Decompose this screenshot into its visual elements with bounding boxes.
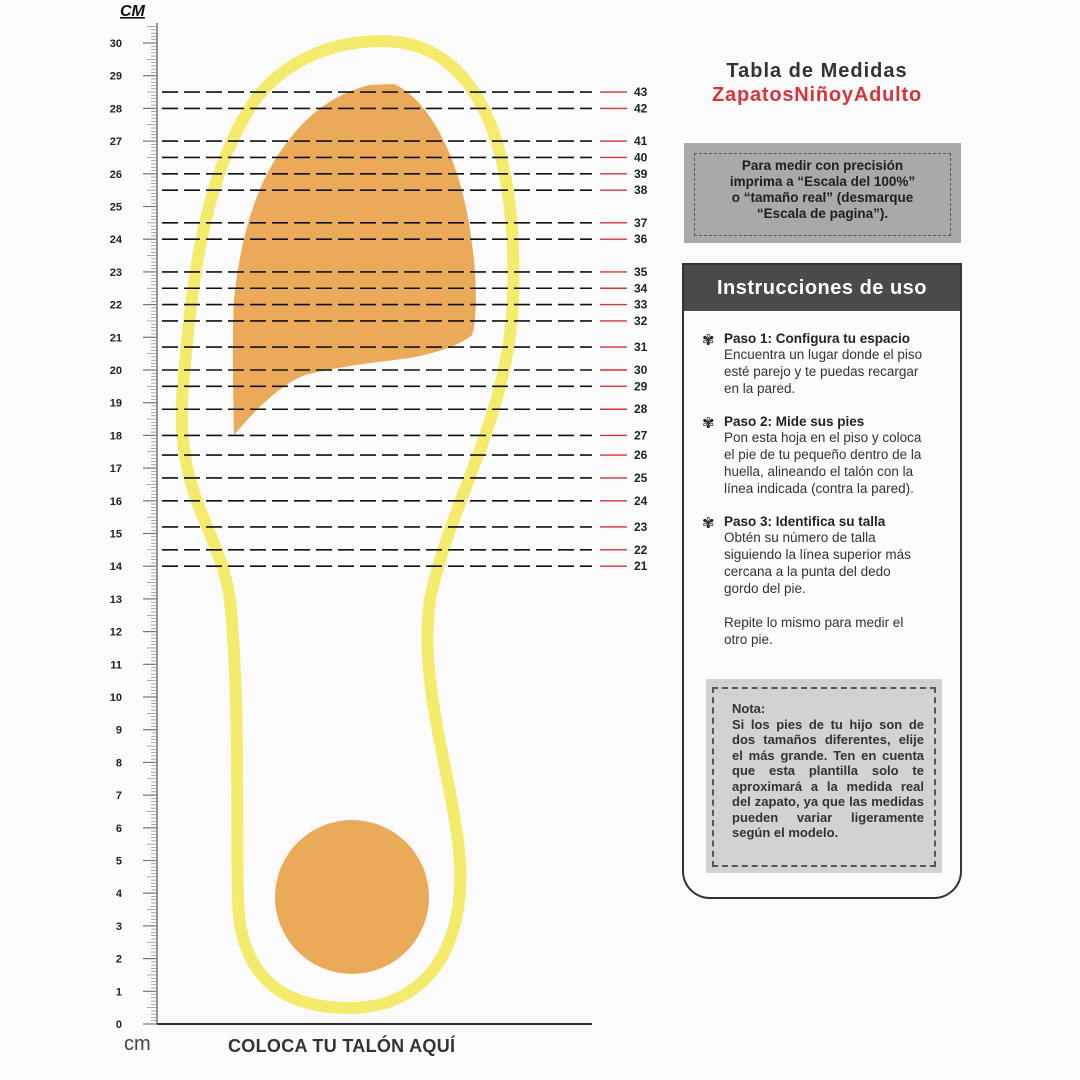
ruler-cm-label: 29 (109, 70, 122, 83)
ruler-cm-label: 23 (109, 266, 122, 279)
repeat-line: otro pie. (724, 632, 773, 647)
size-label: 27 (634, 428, 648, 443)
ruler-cm-label: 30 (109, 38, 122, 50)
step-line: Pon esta hoja en el piso y coloca (724, 430, 922, 445)
ruler-cm-label: 14 (109, 561, 122, 574)
size-label: 29 (634, 379, 648, 394)
step-line: en la pared. (724, 381, 796, 396)
size-label: 21 (634, 559, 648, 574)
ruler-cm-label: 3 (115, 920, 122, 933)
step-body (724, 429, 952, 497)
ruler-cm-label: 27 (109, 136, 122, 149)
step-line: el pie de tu pequeño dentro de la (724, 447, 922, 462)
ruler-cm-label: 18 (109, 430, 122, 443)
ruler-cm-label: 9 (115, 724, 122, 737)
heel-pad (275, 820, 429, 974)
ruler-cm-label: 24 (109, 234, 122, 247)
size-label: 23 (634, 519, 648, 534)
repeat-line: Repite lo mismo para medir el (724, 615, 904, 630)
size-label: 41 (634, 134, 648, 149)
size-label: 40 (634, 150, 648, 165)
ruler-unit-top: CM (120, 3, 145, 20)
ruler-cm-label: 10 (109, 692, 122, 704)
note-box (706, 679, 942, 873)
ruler-cm-label: 28 (109, 103, 122, 116)
ruler-cm-label: 15 (109, 528, 122, 541)
size-label: 42 (634, 101, 648, 116)
note-label: Nota: (732, 701, 766, 716)
size-line-21 (162, 559, 648, 573)
step-line: esté parejo y te puedas recargar (724, 364, 919, 379)
ruler-cm-label: 11 (110, 659, 122, 672)
size-line-22 (162, 543, 648, 557)
size-line-25 (162, 471, 648, 485)
ruler-cm-label: 5 (115, 855, 122, 868)
butterfly-bullet-icon: ✾ (702, 415, 715, 432)
size-label: 25 (634, 470, 648, 485)
size-line-26 (162, 448, 648, 462)
print-scale-note (684, 143, 961, 243)
size-label: 28 (634, 402, 648, 417)
size-label: 43 (634, 85, 648, 100)
size-label: 32 (634, 313, 648, 328)
size-label: 38 (634, 183, 648, 198)
note-body: Si los pies de tu hijo son de dos tamaños diferentes, elije el más grande. Ten en cuenta que esta plantilla solo te aproximará a la medida real del zapato, ya que las medidas pueden variar ligeramente según el modelo. (732, 716, 924, 840)
step-line: siguiendo la línea superior más (724, 547, 911, 562)
instructions-panel (682, 263, 962, 899)
step-title: Paso 2: Mide sus pies (724, 414, 865, 429)
ruler-cm-label: 17 (109, 463, 122, 476)
print-note-text (700, 158, 945, 222)
step-body (724, 346, 952, 397)
cm-ruler (110, 23, 157, 1031)
print-note-line: imprima a “Escala del 100%” (729, 174, 916, 189)
size-line-24 (162, 494, 648, 508)
ruler-cm-label: 2 (115, 953, 122, 966)
forefoot-pad (233, 84, 476, 435)
step-1 (702, 331, 952, 397)
heel-instruction: COLOCA TU TALÓN AQUÍ (228, 1036, 456, 1056)
page-title: Tabla de Medidas (726, 60, 908, 82)
size-label: 39 (634, 166, 648, 181)
ruler-cm-label: 1 (115, 986, 122, 999)
ruler-cm-label: 19 (109, 397, 122, 410)
butterfly-bullet-icon: ✾ (702, 332, 715, 349)
butterfly-bullet-icon: ✾ (702, 515, 715, 532)
ruler-unit-bottom: cm (124, 1033, 151, 1055)
step-body (724, 529, 952, 597)
ruler-cm-label: 20 (109, 365, 122, 377)
size-label: 24 (634, 493, 648, 508)
size-label: 35 (634, 264, 648, 279)
ruler-cm-label: 21 (109, 332, 122, 345)
print-note-line: “Escala de pagina”). (756, 206, 889, 221)
step-line: Obtén su número de talla (724, 530, 876, 545)
page-subtitle: ZapatosNiñoyAdulto (712, 84, 922, 106)
ruler-cm-label: 25 (109, 201, 122, 214)
ruler-cm-label: 12 (109, 626, 122, 639)
instructions-header: Instrucciones de uso (684, 265, 960, 311)
step-line: cercana a la punta del dedo (724, 564, 891, 579)
ruler-cm-label: 4 (115, 888, 122, 901)
size-label: 37 (634, 215, 648, 230)
size-label: 22 (634, 542, 648, 557)
step-title: Paso 3: Identifica su talla (724, 514, 886, 529)
size-label: 30 (634, 363, 648, 377)
ruler-cm-label: 22 (109, 299, 122, 312)
size-label: 26 (634, 448, 648, 463)
step-title: Paso 1: Configura tu espacio (724, 331, 911, 346)
ruler-cm-label: 13 (109, 593, 122, 606)
ruler-cm-label: 0 (115, 1019, 122, 1031)
print-note-line: o “tamaño real” (desmarque (731, 190, 914, 205)
size-label: 33 (634, 297, 648, 312)
step-line: Encuentra un lugar donde el piso (724, 347, 923, 362)
step-line: gordo del pie. (724, 581, 806, 596)
title-block (692, 60, 942, 107)
repeat-instruction (724, 614, 954, 648)
step-3 (702, 514, 952, 597)
size-label: 34 (634, 281, 648, 296)
step-2 (702, 414, 952, 497)
step-line: línea indicada (contra la pared). (724, 481, 914, 496)
note-text (732, 701, 924, 841)
size-label: 36 (634, 232, 648, 247)
ruler-cm-label: 16 (109, 495, 122, 508)
size-line-23 (162, 520, 648, 534)
print-note-line: Para medir con precisión (741, 158, 904, 173)
ruler-cm-label: 8 (115, 757, 122, 770)
ruler-cm-label: 6 (115, 822, 122, 835)
ruler-cm-label: 26 (109, 168, 122, 181)
size-label: 31 (634, 340, 648, 355)
ruler-cm-label: 7 (115, 790, 122, 803)
step-line: huella, alineando el talón con la (724, 464, 914, 479)
